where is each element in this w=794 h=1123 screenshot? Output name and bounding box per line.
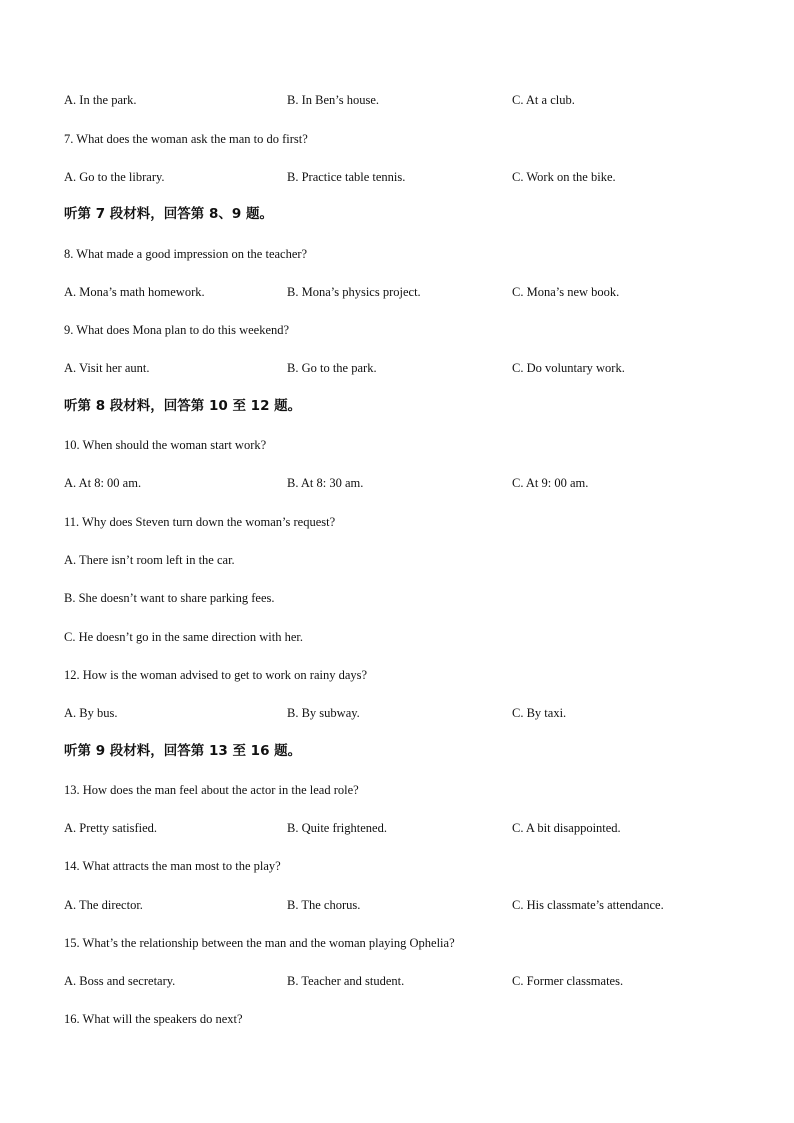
question-11: 11. Why does Steven turn down the woman’s request? [64,515,336,529]
question-14: 14. What attracts the man most to the play? [64,859,281,873]
option-a: A. The director. [64,898,143,912]
option-a: A. Boss and secretary. [64,974,176,988]
section-heading-9: 听第 9 段材料，回答第 13 至 16 题。 [64,743,302,759]
option-a: A. Go to the library. [64,170,165,184]
question-8: 8. What made a good impression on the teacher? [64,247,308,261]
options-row-q7 [64,169,744,185]
option-a: A. Mona’s math homework. [64,285,205,299]
option-b: B. The chorus. [287,898,361,912]
options-row-q14 [64,897,744,913]
section-heading-8: 听第 8 段材料，回答第 10 至 12 题。 [64,398,302,414]
question-10: 10. When should the woman start work? [64,438,267,452]
option-a: A. Pretty satisfied. [64,821,158,835]
option-b: B. Mona’s physics project. [287,285,421,299]
option-b: B. By subway. [287,706,360,720]
option-c: C. Work on the bike. [512,170,616,184]
option-c: C. A bit disappointed. [512,821,621,835]
options-row-q9 [64,360,744,376]
option-c: C. At a club. [512,93,575,107]
option-a: A. By bus. [64,706,118,720]
options-row-q12 [64,705,744,721]
option-c: C. His classmate’s attendance. [512,898,664,912]
option-b: B. Go to the park. [287,361,377,375]
option-c: C. By taxi. [512,706,567,720]
option-b: B. Practice table tennis. [287,170,406,184]
option-b: B. Quite frightened. [287,821,387,835]
option-c: C. He doesn’t go in the same direction with her. [64,630,303,644]
question-7: 7. What does the woman ask the man to do first? [64,132,308,146]
option-a: A. Visit her aunt. [64,361,150,375]
options-row-q8 [64,284,744,300]
section-heading-7: 听第 7 段材料，回答第 8、9 题。 [64,206,273,222]
option-b: B. At 8: 30 am. [287,476,364,490]
question-9: 9. What does Mona plan to do this weekend? [64,323,290,337]
option-c: C. At 9: 00 am. [512,476,589,490]
option-b: B. In Ben’s house. [287,93,380,107]
options-row-q13 [64,820,744,836]
question-13: 13. How does the man feel about the actor in the lead role? [64,783,359,797]
question-12: 12. How is the woman advised to get to work on rainy days? [64,668,368,682]
option-a: A. At 8: 00 am. [64,476,142,490]
option-a: A. In the park. [64,93,137,107]
option-c: C. Former classmates. [512,974,624,988]
question-15: 15. What’s the relationship between the man and the woman playing Ophelia? [64,936,455,950]
options-row-q15 [64,973,744,989]
option-c: C. Mona’s new book. [512,285,620,299]
options-row-q6 [64,92,744,108]
option-a: A. There isn’t room left in the car. [64,553,235,567]
option-b: B. She doesn’t want to share parking fees. [64,591,275,605]
option-c: C. Do voluntary work. [512,361,625,375]
question-16: 16. What will the speakers do next? [64,1012,243,1026]
option-b: B. Teacher and student. [287,974,405,988]
options-row-q10 [64,475,744,491]
